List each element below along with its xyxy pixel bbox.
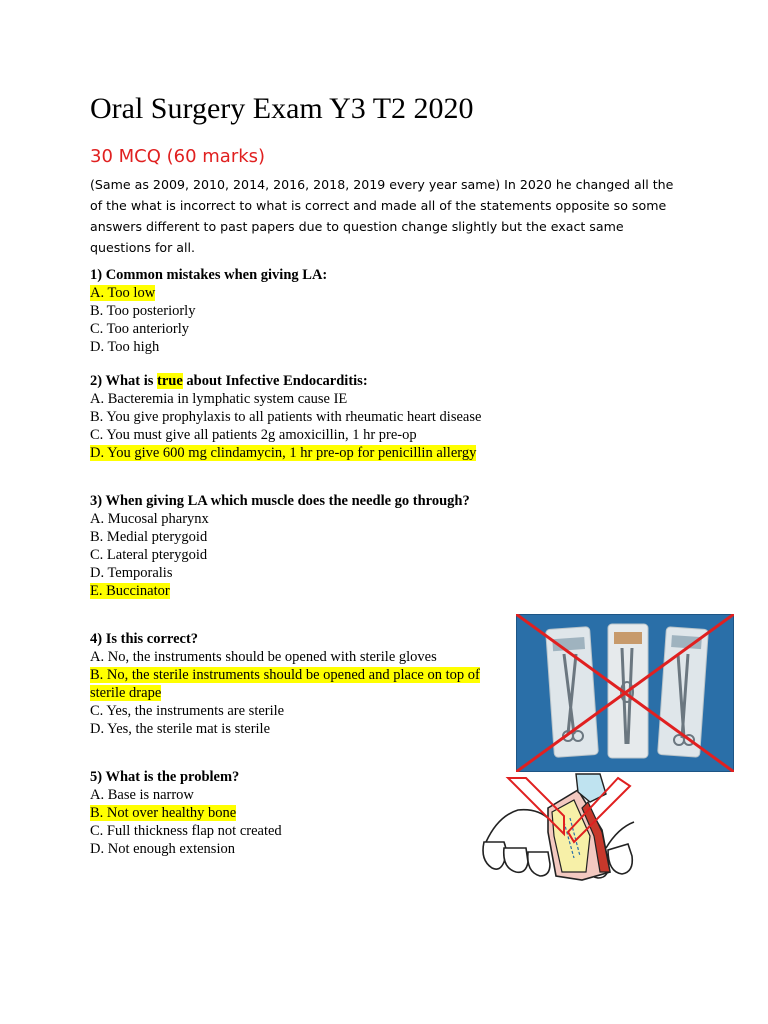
option-c: C. Yes, the instruments are sterile bbox=[90, 703, 285, 719]
option-d: D. Yes, the sterile mat is sterile bbox=[90, 721, 271, 737]
option-d: D. Not enough extension bbox=[90, 841, 235, 857]
flap-diagram bbox=[478, 772, 644, 888]
intro-paragraph: (Same as 2009, 2010, 2014, 2016, 2018, 2019 every year same) In 2020 he changed all the of the what is incorrect to what is correct and made all of the statements opposite so some answers different to past papers due to question change slightly but the exact same questions for all. bbox=[90, 177, 674, 255]
option-e: E. Buccinator bbox=[90, 583, 170, 599]
option-c: C. Too anteriorly bbox=[90, 321, 189, 337]
section-subtitle: 30 MCQ (60 marks) bbox=[90, 146, 266, 167]
option-d: D. You give 600 mg clindamycin, 1 hr pre-op for penicillin allergy bbox=[90, 445, 477, 461]
question-2 bbox=[90, 372, 481, 462]
question-4 bbox=[90, 630, 500, 738]
highlighted-word: true bbox=[157, 373, 183, 389]
question-3 bbox=[90, 492, 470, 600]
option-b: B. Not over healthy bone bbox=[90, 805, 237, 821]
option-c: C. Lateral pterygoid bbox=[90, 547, 208, 563]
option-b: B. Medial pterygoid bbox=[90, 529, 208, 545]
option-a: A. Base is narrow bbox=[90, 787, 194, 803]
option-a: A. Too low bbox=[90, 285, 156, 301]
option-d: D. Too high bbox=[90, 339, 160, 355]
option-a: A. No, the instruments should be opened with sterile gloves bbox=[90, 649, 437, 665]
option-d: D. Temporalis bbox=[90, 565, 173, 581]
question-1 bbox=[90, 266, 327, 356]
option-c: C. Full thickness flap not created bbox=[90, 823, 282, 839]
question-stem: 3) When giving LA which muscle does the needle go through? bbox=[90, 493, 470, 509]
page-title: Oral Surgery Exam Y3 T2 2020 bbox=[90, 92, 474, 125]
sterile-instruments-photo bbox=[516, 614, 734, 772]
instrument-pouch-left bbox=[546, 627, 599, 758]
question-stem: 4) Is this correct? bbox=[90, 631, 199, 647]
question-5 bbox=[90, 768, 282, 858]
option-c: C. You must give all patients 2g amoxicillin, 1 hr pre-op bbox=[90, 427, 417, 443]
gum-flap bbox=[548, 790, 610, 880]
question-stem: 1) Common mistakes when giving LA: bbox=[90, 267, 328, 283]
option-a: A. Mucosal pharynx bbox=[90, 511, 209, 527]
instrument-pouch-right bbox=[658, 627, 709, 758]
option-b: B. You give prophylaxis to all patients with rheumatic heart disease bbox=[90, 409, 482, 425]
option-a: A. Bacteremia in lymphatic system cause IE bbox=[90, 391, 348, 407]
option-b: B. No, the sterile instruments should be opened and place on top of sterile drape bbox=[90, 667, 480, 701]
option-b: B. Too posteriorly bbox=[90, 303, 196, 319]
question-stem: 5) What is the problem? bbox=[90, 769, 240, 785]
question-stem: 2) What is true about Infective Endocarditis: bbox=[90, 373, 368, 389]
